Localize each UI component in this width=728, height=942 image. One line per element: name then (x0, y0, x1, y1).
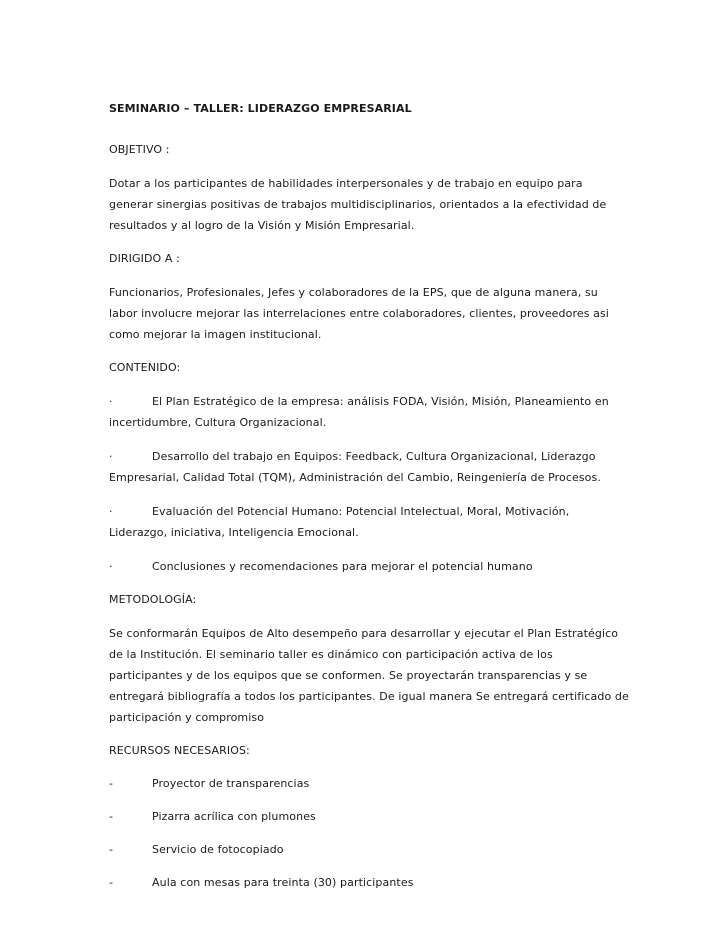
bullet-mark: · (109, 395, 113, 408)
bullet-mark: · (109, 450, 113, 463)
bullet-mark: - (109, 876, 114, 889)
list-item (109, 446, 629, 488)
list-item (109, 807, 629, 827)
list-item-text: Aula con mesas para treinta (30) participantes (152, 876, 414, 889)
objetivo-text: Dotar a los participantes de habilidades interpersonales y de trabajo en equipo para generar sinergias positivas de trabajos multidisciplinarios, orientados a la efectividad de resultados y al logro de la Visión y Misión Empresarial. (109, 177, 607, 232)
list-item (109, 774, 629, 794)
list-item-text: Evaluación del Potencial Humano: Potencial Intelectual, Moral, Motivación, Liderazgo, iniciativa, Inteligencia Emocional. (109, 505, 570, 539)
document-title: SEMINARIO – TALLER: LIDERAZGO EMPRESARIAL (109, 102, 412, 115)
list-item (109, 873, 629, 893)
list-item (109, 556, 629, 577)
dirigido-text: Funcionarios, Profesionales, Jefes y colaboradores de la EPS, que de alguna manera, su labor involucre mejorar las interrelaciones entre colaboradores, clientes, proveedores asi como mejorar la imagen institucional. (109, 286, 609, 341)
bullet-mark: - (109, 843, 114, 856)
metodologia-heading: METODOLOGÍA: (109, 593, 197, 606)
list-item-text: Pizarra acrílica con plumones (152, 810, 316, 823)
list-item (109, 501, 629, 543)
document-body (109, 99, 629, 906)
list-item-text: Servicio de fotocopiado (152, 843, 284, 856)
list-item-text: Desarrollo del trabajo en Equipos: Feedback, Cultura Organizacional, Liderazgo Empresarial, Calidad Total (TQM), Administración del Cambio, Reingeniería de Procesos. (109, 450, 601, 484)
list-item (109, 840, 629, 860)
dirigido-heading: DIRIGIDO A : (109, 252, 180, 265)
bullet-mark: · (109, 505, 113, 518)
contenido-list (109, 391, 629, 577)
recursos-heading: RECURSOS NECESARIOS: (109, 744, 250, 757)
list-item-text: El Plan Estratégico de la empresa: análisis FODA, Visión, Misión, Planeamiento en incertidumbre, Cultura Organizacional. (109, 395, 609, 429)
metodologia-text: Se conformarán Equipos de Alto desempeño para desarrollar y ejecutar el Plan Estratégico de la Institución. El seminario taller es dinámico con participación activa de los participantes y de los equipos que se conformen. Se proyectarán transparencias y se entregará bibliografía a todos los participantes. De igual manera Se entregará certificado de participación y compromiso (109, 627, 629, 724)
list-item (109, 391, 629, 433)
recursos-list (109, 774, 629, 893)
bullet-mark: - (109, 777, 114, 790)
contenido-heading: CONTENIDO: (109, 361, 181, 374)
bullet-mark: · (109, 560, 113, 573)
list-item-text: Proyector de transparencias (152, 777, 310, 790)
objetivo-heading: OBJETIVO : (109, 143, 170, 156)
bullet-mark: - (109, 810, 114, 823)
list-item-text: Conclusiones y recomendaciones para mejorar el potencial humano (152, 560, 533, 573)
